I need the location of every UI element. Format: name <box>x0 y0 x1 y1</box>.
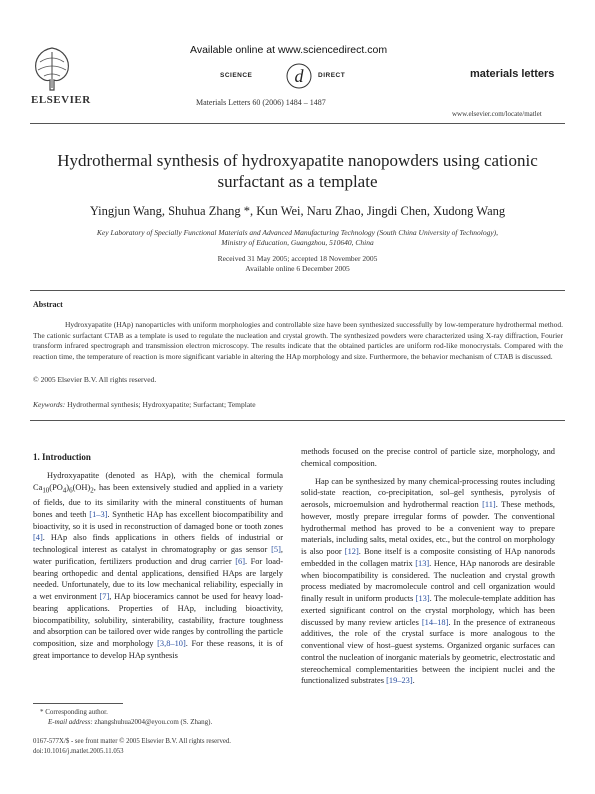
abstract-body: Hydroxyapatite (HAp) nanoparticles with uniform morphologies and controllable size have been synthesized successfully by low-temperature hydrothermal method. The cationic surfactant CTAB as a template is used to regulate the nucleation and crystal growth. The synthesized powders were characterized using X-ray diffraction, Fourier transform infrared spectrograph and transmission electron microscopy. The results indicate that the obtained particles are uniform rod-like monocrystals. Compared with the reaction time, the temperature of reaction is more significant variable in altering the HAp morphology and size. Furthermore, the behavior mechanism of CTAB is discussed. <box>33 320 563 361</box>
abstract-heading: Abstract <box>33 300 63 309</box>
citation-link[interactable]: [14–18] <box>421 617 449 627</box>
affiliation-line-1: Key Laboratory of Specially Functional Materials and Advanced Manufacturing Technology (South China University of Technology), <box>96 228 499 237</box>
affiliation <box>30 228 565 248</box>
sd-circle-icon <box>284 62 314 90</box>
received-date: Received 31 May 2005; accepted 18 November 2005 <box>217 254 378 263</box>
affiliation-line-2: Ministry of Education, Guangzhou, 510640, China <box>221 238 374 247</box>
journal-header <box>0 0 595 122</box>
citation-link[interactable]: [13] <box>415 594 430 603</box>
article-dates <box>30 254 565 274</box>
author-list: Yingjun Wang, Shuhua Zhang *, Kun Wei, Naru Zhao, Jingdi Chen, Xudong Wang <box>89 204 506 218</box>
sd-right-text: DIRECT <box>318 72 346 79</box>
footnote-rule <box>33 703 123 704</box>
email-note <box>48 718 212 728</box>
citation-link[interactable]: [3,8–10] <box>157 639 186 649</box>
citation-link[interactable]: [5] <box>271 545 281 555</box>
citation-link[interactable]: [12] <box>344 547 359 556</box>
email-label: E-mail address: <box>48 718 93 726</box>
elsevier-tree-logo <box>30 44 74 92</box>
title-line-1: Hydrothermal synthesis of hydroxyapatite nanopowders using cationic <box>57 151 538 170</box>
journal-url[interactable]: www.elsevier.com/locate/matlet <box>452 110 542 118</box>
citation-link[interactable]: [1–3] <box>89 509 108 519</box>
email-address[interactable]: zhangshuhua2004@eyou.com (S. Zhang). <box>94 718 213 726</box>
keywords-label: Keywords: <box>33 400 66 409</box>
article-title <box>30 150 565 192</box>
citation-link[interactable]: [6] <box>235 556 245 566</box>
abstract-copyright: © 2005 Elsevier B.V. All rights reserved. <box>33 375 157 384</box>
header-rule <box>30 123 565 124</box>
abstract-top-rule <box>30 290 565 291</box>
citation-link[interactable]: [13] <box>415 558 430 568</box>
online-date: Available online 6 December 2005 <box>245 264 350 273</box>
corresponding-author-note: * Corresponding author. <box>40 708 108 716</box>
keywords-list: Hydrothermal synthesis; Hydroxyapatite; Surfactant; Template <box>67 400 256 409</box>
journal-name: materials letters <box>470 68 555 80</box>
citation-link[interactable]: [11] <box>482 500 496 509</box>
doi-line[interactable]: doi:10.1016/j.matlet.2005.11.053 <box>33 748 124 755</box>
citation-link[interactable]: [7] <box>99 592 110 602</box>
title-line-2: surfactant as a template <box>217 172 378 191</box>
keywords <box>33 400 256 409</box>
intro-paragraph-2: Hap can be synthesized by many chemical-processing routes including solid-state reaction, co-precipitation, sol–gel synthesis, pyrolysis of aerosols, microemulsion and hydrothermal reaction [11]. These methods, however, mostly prepare irregular forms of powder. The conventional hydrothermal method has proved to be a convenient way to prepare materials, including salts, metal oxides, etc., but the control on morphology is also poor [12]. Bone itself is a composite consisting of HAp nanorods embedded in the collagen matrix [13]. Hence, HAp nanorods are desirable when biocompatibility is considered. The nucleation and crystal growth process mediated by macromolecule control and cell organization would finally result in uniform products [13]. The molecule-template addition has exerted significant control on the crystal morphology, which has been discussed by many review articles [14–18]. In the presence of extraneous additives, the role of the crystal surface is more analogous to the conventional view of host–guest systems. Organized organic surfaces can control the nucleation of inorganic materials by geometric, electrostatic and stereochemical complementarities between the incipient nuclei and the functionalized substrates [19–23]. <box>301 476 555 686</box>
left-column <box>33 470 283 662</box>
available-online-text[interactable]: Available online at www.sciencedirect.com <box>190 44 388 56</box>
intro-paragraph-1-cont: methods focused on the precise control of particle size, morphology, and chemical composition. <box>301 447 555 468</box>
citation-link[interactable]: [4] <box>33 533 43 543</box>
intro-paragraph-1: Hydroxyapatite (denoted as HAp), with the chemical formula $Ca_{10}(PO_4)_6(OH)_2$, has been extensively studied and applied in a variety of fields, due to its similarity with the mineral constituents of human bones and teeth [1–3]. Synthetic HAp has excellent biocompatibility and bioactivity, so it is used in reconstruction of damaged bone or tooth zones [4]. HAp also finds applications in others fields of industrial or technological interest as catalyst in chromatography or gas sensor [5], water purification, fertilizers production and drug carrier [6]. For load-bearing orthopedic and dental applications, densified HAps are largely needed. Unfortunately, due to its low mechanical reliability, especially in a wet environment [7], HAp bioceramics cannot be used for heavy load-bearing applications. Properties of HAp, including bioactivity, biocompatibility, solubility, sinterability, castability, fracture toughness and absorption can be tailored over wide ranges by controlling the particle composition, size and morphology [3,8–10]. For these reasons, it is of great importance to develop HAp synthesis <box>33 471 284 660</box>
right-column <box>301 446 555 687</box>
abstract-bottom-rule <box>30 420 565 421</box>
issn-line: 0167-577X/$ - see front matter © 2005 Elsevier B.V. All rights reserved. <box>33 738 231 745</box>
elsevier-wordmark: ELSEVIER <box>31 94 91 106</box>
sd-left-text: SCIENCE <box>220 72 253 79</box>
sciencedirect-logo <box>220 62 390 92</box>
citation-link[interactable]: [19–23] <box>386 676 413 686</box>
sd-mark-letter: d <box>294 66 304 86</box>
section-heading-introduction: 1. Introduction <box>33 452 91 462</box>
journal-reference: Materials Letters 60 (2006) 1484 – 1487 <box>196 98 326 107</box>
